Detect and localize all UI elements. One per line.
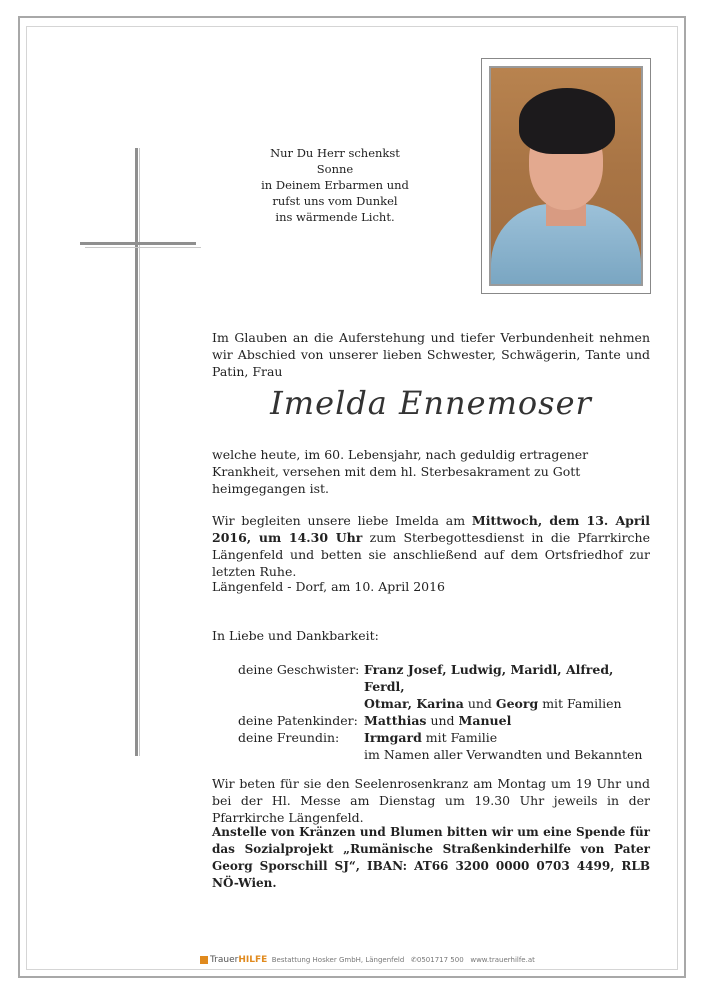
cross-horizontal-shadow: [85, 247, 201, 248]
poem-line: in Deinem Erbarmen und: [261, 178, 409, 192]
logo-hilfe: HILFE: [238, 955, 268, 965]
cross-horizontal-beam: [80, 242, 196, 245]
cross-vertical-shadow: [139, 148, 140, 756]
funeral-date: Mittwoch, dem 13. April 2016, um 14.30 Uhr: [212, 513, 650, 545]
relatives-row-siblings: [238, 661, 648, 712]
friend-label: deine Freundin:: [238, 730, 340, 745]
siblings-names: [364, 661, 648, 712]
trauerhilfe-logo-icon: [200, 956, 208, 964]
cross-vertical-beam: [135, 148, 138, 756]
prayer-paragraph: Wir beten für sie den Seelenrosenkranz am Montag um 19 Uhr und bei der Hl. Messe am Dienstag um 19.30 Uhr jeweils in der Pfarrkirche Längenfeld.: [212, 776, 650, 825]
deceased-name: Imelda Ennemoser: [270, 384, 592, 422]
relatives-list: [238, 661, 648, 763]
godchildren-label: deine Patenkinder:: [238, 713, 358, 728]
funeral-text-pre: Wir begleiten unsere liebe Imelda am: [212, 513, 472, 528]
donation-paragraph: Anstelle von Kränzen und Blumen bitten wir um eine Spende für das Sozialprojekt „Rumänische Straßenkinderhilfe von Pater Georg Sporschill SJ“, IBAN: AT66 3200 0000 0703 4499, RLB NÖ-Wien.: [212, 825, 650, 890]
portrait-hair: [519, 88, 615, 154]
footer-phone: ✆0501717 500: [411, 956, 464, 964]
footer-web[interactable]: www.trauerhilfe.at: [470, 956, 535, 964]
poem-line: ins wärmende Licht.: [275, 210, 395, 224]
relatives-row-godchildren: [238, 712, 648, 729]
friend-name: Irmgard: [364, 730, 422, 745]
portrait-frame: [481, 58, 651, 294]
poem: [255, 145, 415, 225]
others-line: im Namen aller Verwandten und Bekannten: [364, 747, 643, 762]
godchildren-names: [364, 712, 648, 729]
closing-line: In Liebe und Dankbarkeit:: [212, 628, 379, 643]
poem-line: rufst uns vom Dunkel: [272, 194, 398, 208]
footer-company: Bestattung Hosker GmbH, Längenfeld: [271, 956, 405, 964]
siblings-otmar-karina: Otmar, Karina: [364, 696, 464, 711]
siblings-georg: Georg: [495, 696, 539, 711]
poem-line: Nur Du Herr schenkst Sonne: [270, 146, 400, 176]
siblings-label: deine Geschwister:: [238, 662, 360, 677]
passing-paragraph: welche heute, im 60. Lebensjahr, nach geduldig ertragener Krankheit, versehen mit dem hl. Sterbesakrament zu Gott heimgegangen ist.: [212, 447, 589, 496]
place-date: Längenfeld - Dorf, am 10. April 2016: [212, 579, 446, 594]
godchild-2: Manuel: [458, 713, 512, 728]
friend-names: [364, 729, 648, 763]
funeral-paragraph: [212, 512, 650, 580]
portrait-photo: [489, 66, 643, 286]
funeral-text-post: zum Sterbegottesdienst in die Pfarrkirche Längenfeld und betten sie anschließend auf dem Ortsfriedhof zur letzten Ruhe.: [212, 530, 650, 579]
footer: [200, 955, 535, 965]
relatives-row-friend: [238, 729, 648, 763]
godchild-und: und: [426, 713, 459, 728]
friend-suffix: mit Familie: [421, 730, 498, 745]
siblings-names-line1: Franz Josef, Ludwig, Maridl, Alfred, Ferdl,: [364, 662, 614, 694]
siblings-suffix: mit Familien: [538, 696, 622, 711]
logo-trauer: Trauer: [210, 955, 239, 965]
godchild-1: Matthias: [364, 713, 427, 728]
intro-paragraph: Im Glauben an die Auferstehung und tiefer Verbundenheit nehmen wir Abschied von unserer lieben Schwester, Schwägerin, Tante und Patin, Frau: [212, 330, 650, 379]
siblings-und: und: [463, 696, 496, 711]
